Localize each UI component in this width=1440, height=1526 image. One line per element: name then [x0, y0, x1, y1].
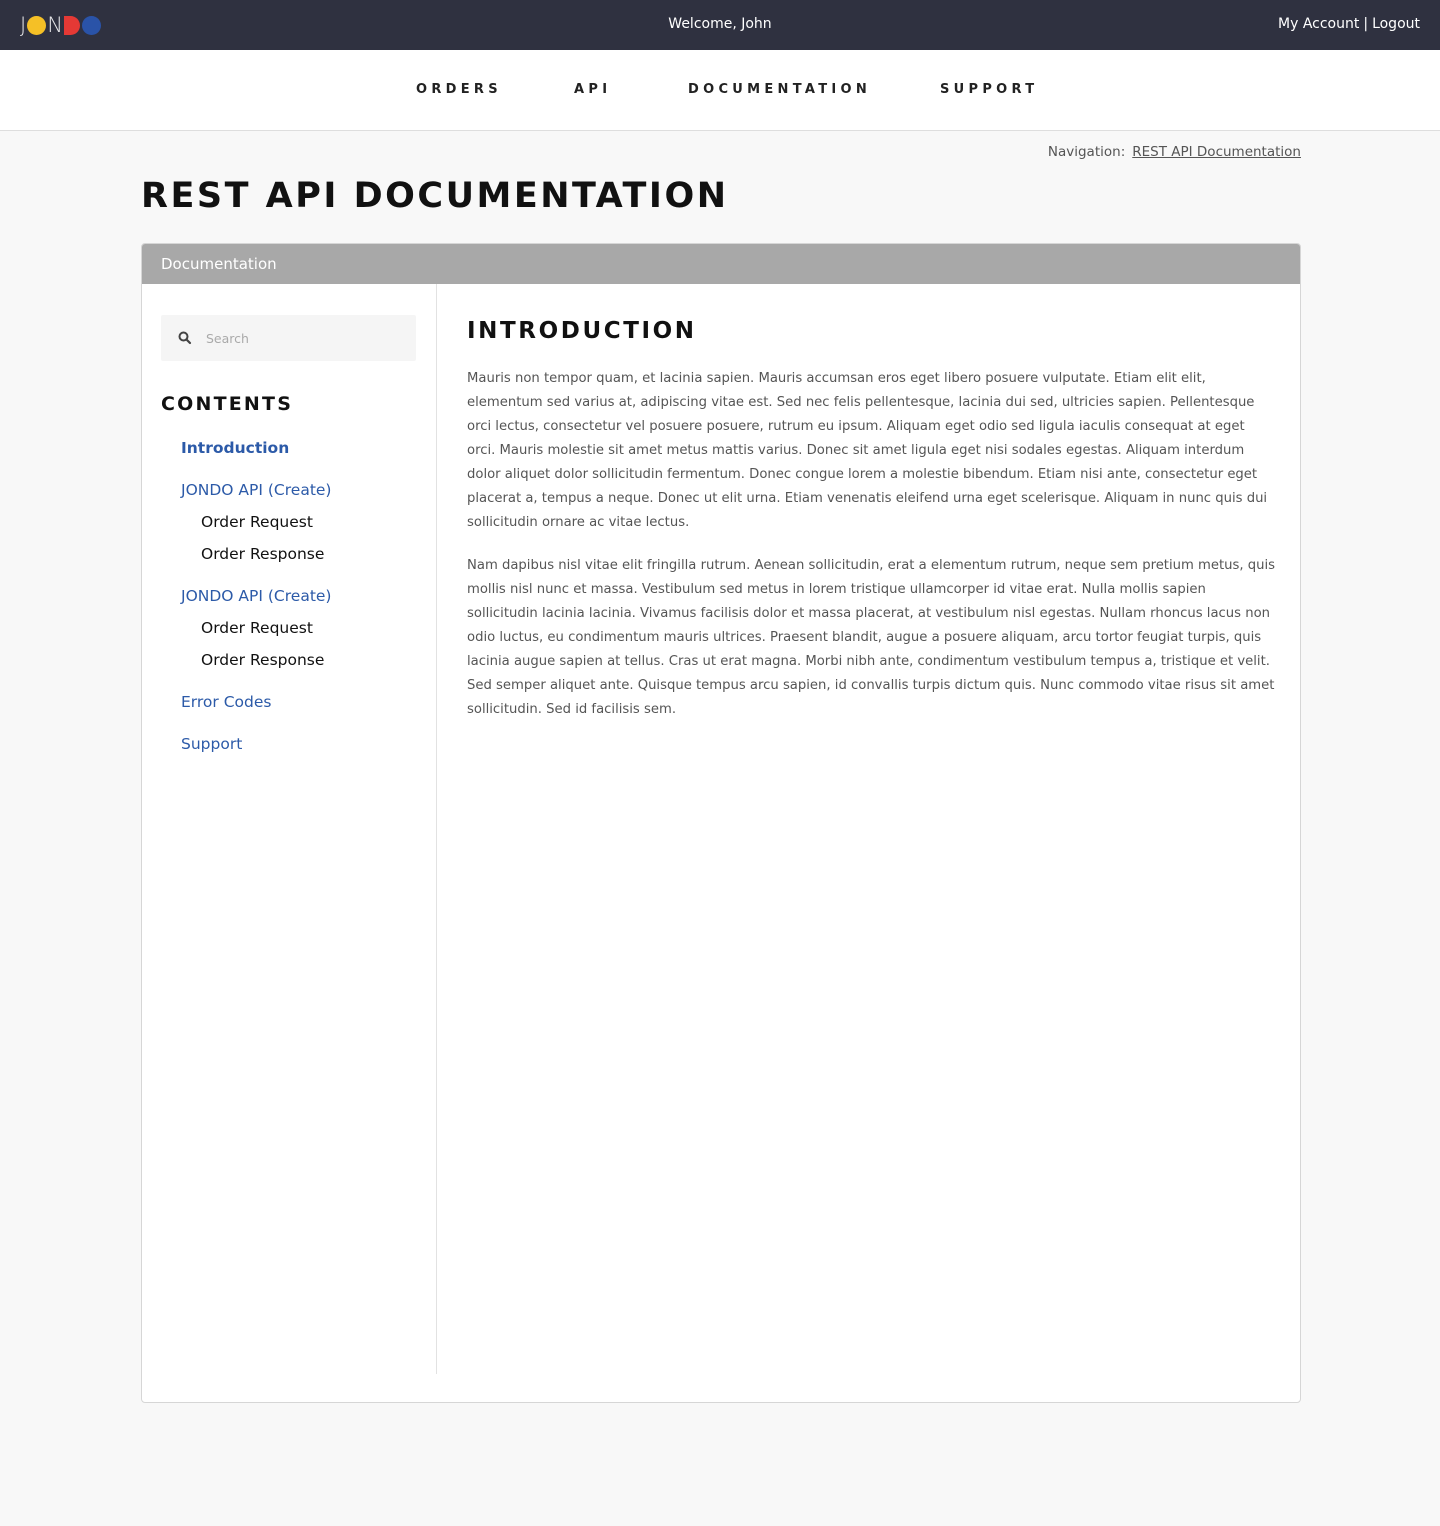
- nav-api[interactable]: API: [574, 82, 612, 97]
- breadcrumb: [1048, 144, 1301, 160]
- search-box: [161, 315, 416, 361]
- account-separator: |: [1363, 16, 1369, 32]
- search-icon: [178, 331, 192, 345]
- toc-introduction[interactable]: Introduction: [181, 439, 290, 457]
- logo-letter-n: N: [47, 13, 63, 37]
- toc-order-response[interactable]: Order Response: [201, 545, 325, 563]
- search-input[interactable]: [206, 331, 396, 346]
- main-navigation: [0, 50, 1440, 131]
- my-account-link[interactable]: My Account: [1278, 16, 1360, 32]
- page-title: REST API DOCUMENTATION: [141, 176, 729, 216]
- toc-jondo-api-create-2[interactable]: JONDO API (Create): [181, 587, 332, 605]
- toc-order-request[interactable]: Order Request: [201, 513, 313, 531]
- logo-letter-j: J: [20, 13, 27, 37]
- top-bar: [0, 0, 1440, 50]
- nav-documentation[interactable]: DOCUMENTATION: [688, 82, 872, 97]
- toc-jondo-api-create[interactable]: JONDO API (Create): [181, 481, 332, 499]
- toc-order-response-2[interactable]: Order Response: [201, 651, 325, 669]
- breadcrumb-label: Navigation:: [1047, 144, 1126, 160]
- contents-title: CONTENTS: [161, 393, 294, 415]
- toc-order-request-2[interactable]: Order Request: [201, 619, 313, 637]
- logout-link[interactable]: Logout: [1372, 16, 1420, 32]
- documentation-card: [141, 243, 1301, 1403]
- card-header: Documentation: [142, 244, 1300, 284]
- toc-support[interactable]: Support: [181, 735, 243, 753]
- account-links: [1278, 16, 1420, 32]
- breadcrumb-link[interactable]: REST API Documentation: [1132, 144, 1301, 160]
- nav-support[interactable]: SUPPORT: [940, 82, 1039, 97]
- toc-error-codes[interactable]: Error Codes: [181, 693, 272, 711]
- section-title: INTRODUCTION: [467, 318, 697, 344]
- nav-orders[interactable]: ORDERS: [416, 82, 502, 97]
- intro-paragraph-1: Mauris non tempor quam, et lacinia sapien. Mauris accumsan eros eget libero posuere vulputate. Etiam elit elit, elementum sed varius at, adipiscing vitae est. Sed nec felis pellentesque, lacinia dui sed, ultricies sapien. Pellentesque orci lectus, consectetur vel posuere posuere, rutrum eu ipsum. Aliquam eget odio sed ligula iaculis consequat at eget orci. Mauris molestie sit amet metus mattis varius. Donec sit amet ligula eget nisi sodales egestas. Aliquam interdum dolor aliquet dolor sollicitudin fermentum. Donec congue lorem a molestie bibendum. Etiam nisi ante, consectetur eget placerat a, tempus a neque. Donec ut elit urna. Etiam venenatis eleifend urna eget scelerisque. Aliquam in nunc quis dui sollicitudin ornare ac vitae lectus.: [467, 371, 1268, 530]
- welcome-text: Welcome, John: [668, 16, 772, 32]
- intro-paragraph-2: Nam dapibus nisl vitae elit fringilla rutrum. Aenean sollicitudin, erat a elementum rutrum, neque sem pretium metus, quis mollis nisl nunc et massa. Vestibulum sed metus in lorem tristique ullamcorper id vitae erat. Nulla mollis sapien sollicitudin lacinia lacinia. Vivamus facilisis dolor et massa placerat, at vestibulum nisl egestas. Nullam rhoncus lacus non odio luctus, eu condimentum mauris ultrices. Praesent blandit, augue a posuere aliquam, arcu tortor feugiat turpis, quis lacinia augue sapien at tellus. Cras ut erat magna. Morbi nibh ante, condimentum vestibulum tempus a, tristique et velit. Sed semper aliquet ante. Quisque tempus arcu sapien, id convallis turpis dictum quis. Nunc commodo vitae risus sit amet sollicitudin. Sed id facilisis sem.: [467, 558, 1276, 717]
- sidebar: [142, 284, 437, 1374]
